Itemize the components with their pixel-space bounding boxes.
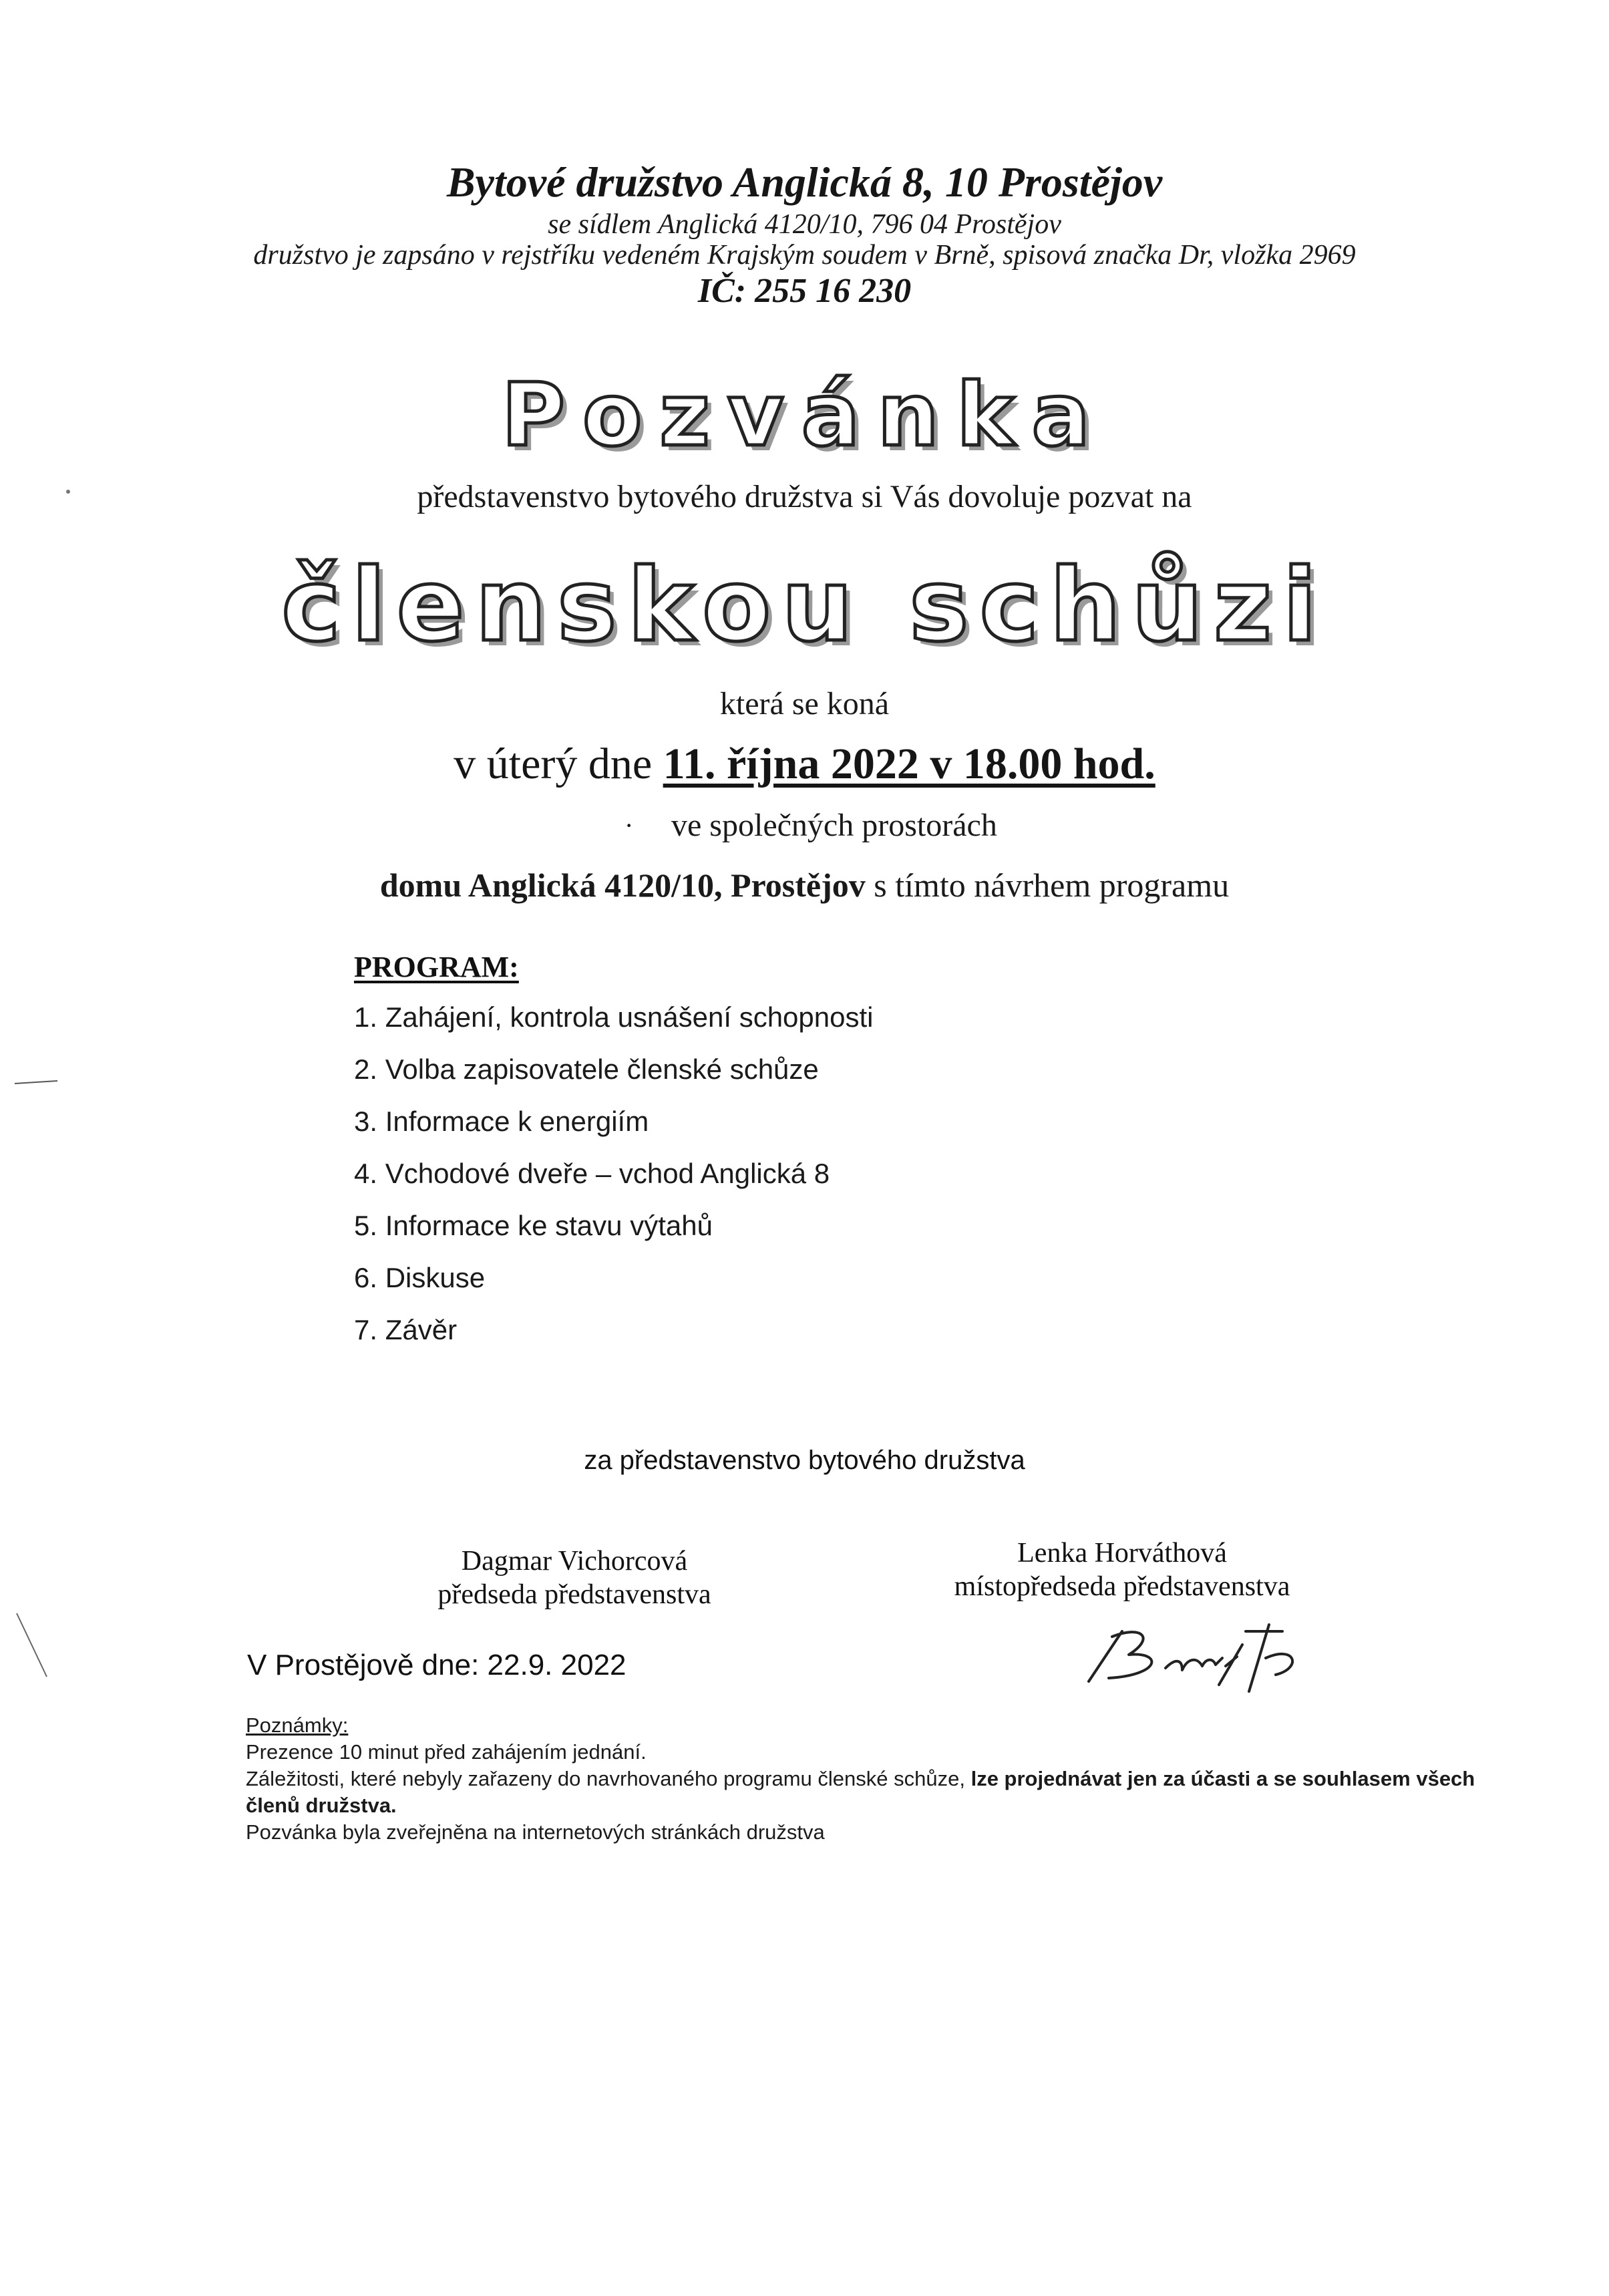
invitation-title: Pozvánka	[501, 364, 1108, 466]
program-item: 1. Zahájení, kontrola usnášení schopnosti	[354, 1001, 874, 1033]
notes-heading: Poznámky:	[246, 1713, 349, 1737]
signatory-chair	[374, 1544, 775, 1611]
organization-seat: se sídlem Anglická 4120/10, 796 04 Prostějov	[548, 209, 1061, 240]
organization-ic: IČ: 255 16 230	[697, 272, 912, 310]
scan-artifact	[13, 1076, 60, 1089]
notes-line	[246, 1766, 1488, 1819]
event-date	[0, 739, 1609, 790]
notes-line-normal: Záležitosti, které nebyly zařazeny do navrhovaného programu členské schůze,	[246, 1767, 971, 1790]
event-title: členskou schůzi	[281, 548, 1328, 664]
address-line	[0, 866, 1609, 905]
organization-name: Bytové družstvo Anglická 8, 10 Prostějov	[446, 158, 1163, 206]
bullet-dot: ·	[624, 810, 634, 840]
notes-line: Pozvánka byla zveřejněna na internetových stránkách družstva	[246, 1820, 825, 1844]
program-heading: PROGRAM:	[354, 951, 519, 983]
signatory-vice-chair	[935, 1536, 1309, 1603]
date-prefix: v úterý dne	[454, 740, 663, 788]
program-item: 6. Diskuse	[354, 1262, 486, 1293]
signatory-role: místopředseda představenstva	[954, 1571, 1290, 1602]
intro-text: představenstvo bytového družstva si Vás dovoluje pozvat na	[417, 479, 1192, 514]
place-and-date: V Prostějově dne: 22.9. 2022	[247, 1649, 627, 1681]
scan-artifact	[13, 1610, 53, 1683]
organization-registration: družstvo je zapsáno v rejstříku vedeném Krajským soudem v Brně, spisová značka Dr, vložka 2969	[253, 240, 1356, 271]
program-list	[354, 997, 874, 1362]
signatory-name: Dagmar Vichorcová	[461, 1546, 688, 1577]
notes-line-bold: lze projednávat jen za účasti a se souhlasem všech členů družstva.	[246, 1767, 1475, 1817]
signatory-name: Lenka Horváthová	[1017, 1538, 1227, 1569]
program-item: 2. Volba zapisovatele členské schůze	[354, 1053, 819, 1085]
which-text: která se koná	[719, 686, 890, 721]
venue-text: ve společných prostorách	[671, 808, 997, 843]
address-rest: s tímto návrhem programu	[865, 866, 1230, 904]
program-item: 5. Informace ke stavu výtahů	[354, 1210, 713, 1241]
scan-artifact	[64, 488, 72, 496]
program-item: 3. Informace k energiím	[354, 1106, 649, 1137]
handwritten-signature	[1082, 1618, 1363, 1698]
notes-section	[246, 1712, 1488, 1846]
closing-text: za představenstvo bytového družstva	[584, 1446, 1025, 1475]
address-bold: domu Anglická 4120/10, Prostějov	[379, 866, 866, 904]
program-item: 7. Závěr	[354, 1314, 458, 1345]
signatory-role: předseda představenstva	[437, 1579, 711, 1610]
notes-line: Prezence 10 minut před zahájením jednání.	[246, 1740, 647, 1764]
date-value: 11. října 2022 v 18.00 hod.	[663, 740, 1155, 788]
program-item: 4. Vchodové dveře – vchod Anglická 8	[354, 1158, 830, 1189]
